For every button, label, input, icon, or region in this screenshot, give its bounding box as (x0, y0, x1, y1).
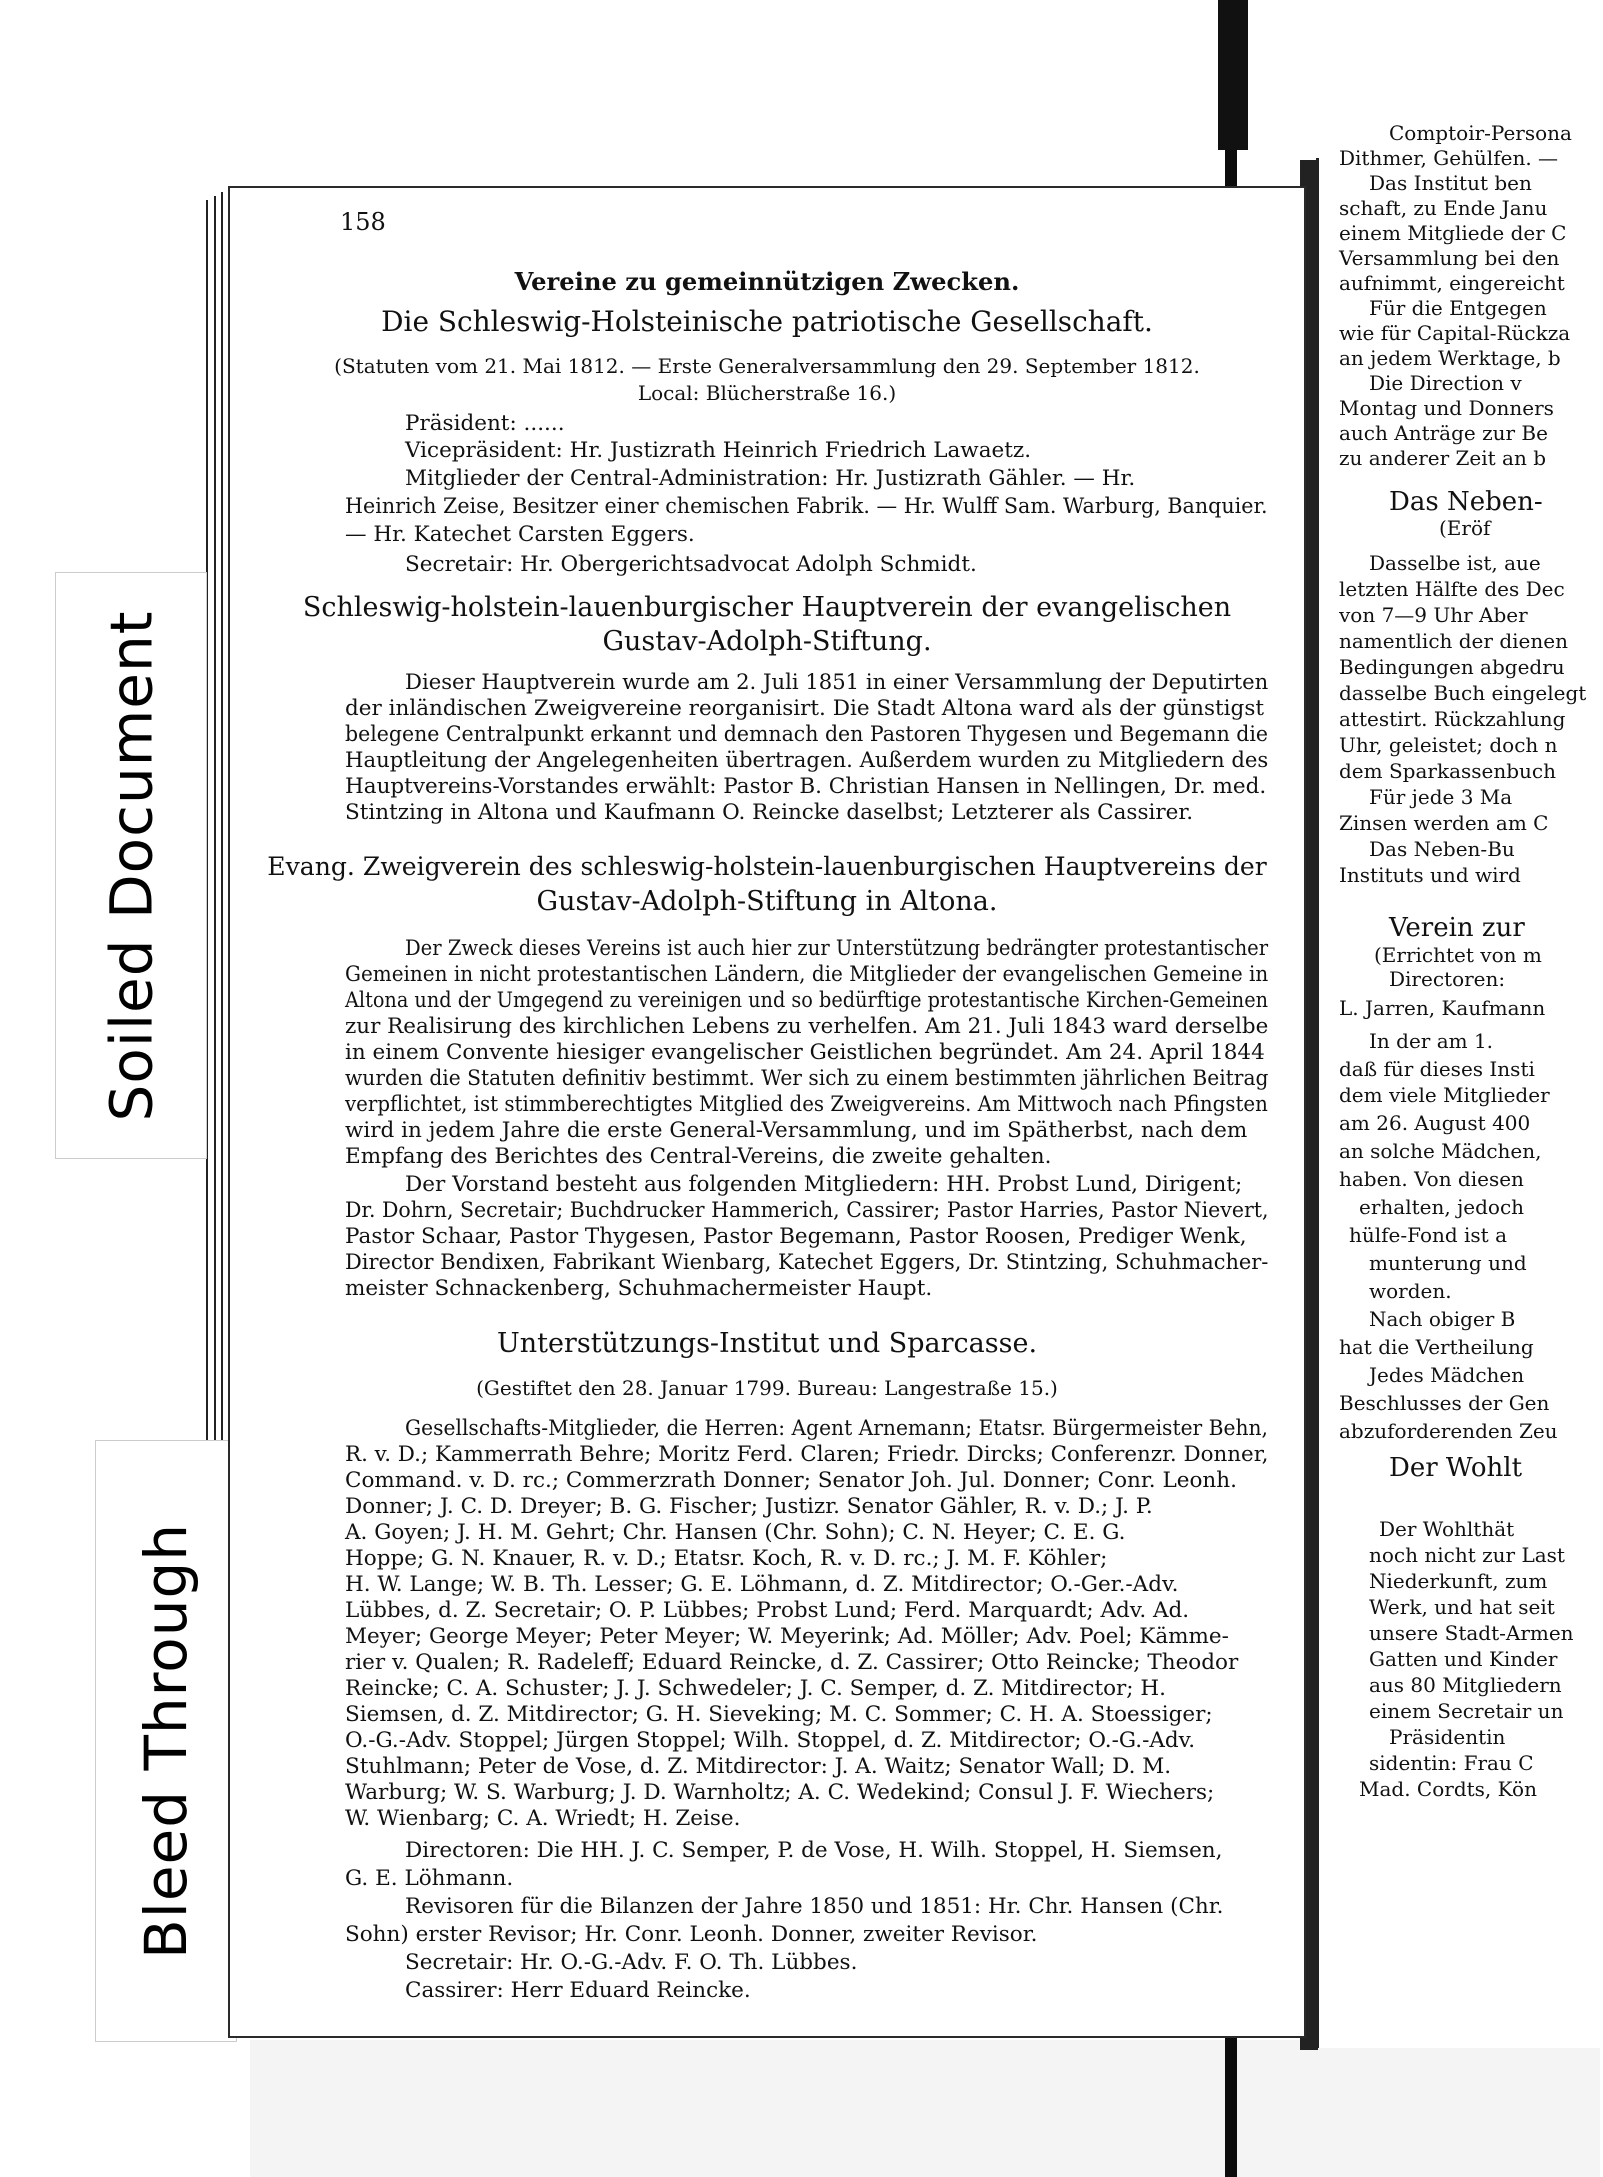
text-line-fragment: worden. (1369, 1279, 1452, 1303)
text-line: Gemeinen in nicht protestantischen Ländern, die Mitglieder der evangelischen Gemeine in (345, 962, 1269, 987)
left-page (228, 186, 1306, 2038)
text-line-fragment: Beschlusses der Gen (1339, 1391, 1550, 1415)
text-line: Directoren: Die HH. J. C. Semper, P. de Vose, H. Wilh. Stoppel, H. Siemsen, (405, 1838, 1223, 1863)
text-line: meister Schnackenberg, Schuhmachermeister Haupt. (345, 1276, 933, 1301)
text-line-fragment: Das Neben- (1389, 487, 1543, 517)
text-line: H. W. Lange; W. B. Th. Lesser; G. E. Löhmann, d. Z. Mitdirector; O.-Ger.-Adv. (345, 1572, 1179, 1597)
text-line-fragment: an solche Mädchen, (1339, 1139, 1542, 1163)
right-page-text (1319, 121, 1603, 2048)
text-line: Hauptvereins-Vorstandes erwählt: Pastor B. Christian Hansen in Nellingen, Dr. med. (345, 774, 1267, 799)
binding-top (1218, 0, 1248, 150)
text-line: Hauptleitung der Angelegenheiten übertragen. Außerdem wurden zu Mitgliedern des (345, 748, 1269, 773)
text-line-fragment: attestirt. Rückzahlung (1339, 707, 1566, 731)
text-line-fragment: letzten Hälfte des Dec (1339, 577, 1565, 601)
text-line-fragment: Zinsen werden am C (1339, 811, 1549, 835)
text-line-fragment: Für jede 3 Ma (1369, 785, 1513, 809)
text-line: Revisoren für die Bilanzen der Jahre 1850 und 1851: Hr. Chr. Hansen (Chr. (405, 1894, 1224, 1919)
text-line: Dieser Hauptverein wurde am 2. Juli 1851 in einer Versammlung der Deputirten (405, 670, 1269, 695)
text-line: rier v. Qualen; R. Radeleff; Eduard Reincke, d. Z. Cassirer; Otto Reincke; Theodor (345, 1650, 1239, 1675)
section-heading: Unterstützungs-Institut und Sparcasse. (496, 1328, 1038, 1359)
text-line-fragment: zu anderer Zeit an b (1339, 446, 1547, 470)
text-line: Dr. Dohrn, Secretair; Buchdrucker Hammerich, Cassirer; Pastor Harries, Pastor Nievert, (345, 1198, 1269, 1223)
text-line: Der Vorstand besteht aus folgenden Mitgliedern: HH. Probst Lund, Dirigent; (405, 1172, 1243, 1197)
text-line: R. v. D.; Kammerrath Behre; Moritz Ferd. Claren; Friedr. Dircks; Conferenzr. Donner, (345, 1442, 1269, 1467)
text-line: Director Bendixen, Fabrikant Wienbarg, Katechet Eggers, Dr. Stintzing, Schuhmacher- (345, 1250, 1269, 1275)
text-line-fragment: Der Wohlthät (1379, 1517, 1515, 1541)
text-line-fragment: Instituts und wird (1339, 863, 1521, 887)
text-line-fragment: aus 80 Mitgliedern (1369, 1673, 1562, 1697)
text-line: Meyer; George Meyer; Peter Meyer; W. Meyerink; Ad. Möller; Adv. Poel; Kämme- (345, 1624, 1229, 1649)
text-line-fragment: erhalten, jedoch (1359, 1195, 1525, 1219)
text-line: Lübbes, d. Z. Secretair; O. P. Lübbes; Probst Lund; Ferd. Marquardt; Adv. Ad. (345, 1598, 1190, 1623)
text-line: W. Wienbarg; C. A. Wriedt; H. Zeise. (345, 1806, 741, 1831)
text-line: G. E. Löhmann. (345, 1866, 514, 1891)
text-line-fragment: daß für dieses Insti (1339, 1057, 1535, 1081)
text-line: Mitglieder der Central-Administration: Hr. Justizrath Gähler. — Hr. (405, 466, 1136, 491)
text-line: Cassirer: Herr Eduard Reincke. (405, 1978, 751, 2003)
text-line-fragment: wie für Capital-Rückza (1339, 321, 1571, 345)
text-line-fragment: Bedingungen abgedru (1339, 655, 1565, 679)
text-line: Präsident: ...... (405, 411, 565, 436)
text-line: verpflichtet, ist stimmberechtigtes Mitglied des Zweigvereins. Am Mittwoch nach Pfingsten (345, 1092, 1268, 1117)
text-line-fragment: haben. Von diesen (1339, 1167, 1524, 1191)
text-line-fragment: (Errichtet von m (1374, 943, 1542, 967)
text-line: Der Zweck dieses Vereins ist auch hier zur Unterstützung bedrängter protestantischer (405, 936, 1269, 961)
text-line-fragment: abzuforderenden Zeu (1339, 1419, 1558, 1443)
soiled-label-text: Soiled Document (97, 610, 166, 1121)
text-line: Sohn) erster Revisor; Hr. Conr. Leonh. Donner, zweiter Revisor. (345, 1922, 1038, 1947)
text-line: Pastor Schaar, Pastor Thygesen, Pastor Begemann, Pastor Roosen, Prediger Wenk, (345, 1224, 1247, 1249)
text-line-fragment: hülfe-Fond ist a (1349, 1223, 1507, 1247)
text-line-fragment: Dithmer, Gehülfen. — (1339, 146, 1559, 170)
text-line: der inländischen Zweigvereine reorganisirt. Die Stadt Altona ward als der günstigst (345, 696, 1264, 721)
text-line-fragment: sidentin: Frau C (1369, 1751, 1534, 1775)
text-line-fragment: am 26. August 400 (1339, 1111, 1531, 1135)
text-line: Command. v. D. rc.; Commerzrath Donner; Senator Joh. Jul. Donner; Conr. Leonh. (345, 1468, 1237, 1493)
text-line-fragment: Versammlung bei den (1339, 246, 1560, 270)
text-line-fragment: Uhr, geleistet; doch n (1339, 733, 1558, 757)
text-line-fragment: hat die Vertheilung (1339, 1335, 1534, 1359)
text-line-fragment: L. Jarren, Kaufmann (1339, 996, 1546, 1020)
text-line: in einem Convente hiesiger evangelischer Geistlichen begründet. Am 24. April 1844 (345, 1040, 1265, 1065)
text-line-fragment: einem Mitgliede der C (1339, 221, 1567, 245)
text-line: Altona und der Umgegend zu vereinigen und so bedürftige protestantische Kirchen-Gemeinen (345, 988, 1269, 1013)
scan-shadow (250, 2040, 1600, 2177)
section-heading: Gustav-Adolph-Stiftung in Altona. (536, 886, 998, 917)
right-page (1316, 121, 1603, 2048)
text-line: Hoppe; G. N. Knauer, R. v. D.; Etatsr. Koch, R. v. D. rc.; J. M. F. Köhler; (345, 1546, 1108, 1571)
text-line: wurden die Statuten definitiv bestimmt. Wer sich zu einem bestimmten jährlichen Beitrag (345, 1066, 1269, 1091)
text-line-fragment: dem Sparkassenbuch (1339, 759, 1557, 783)
text-line: Gesellschafts-Mitglieder, die Herren: Agent Arnemann; Etatsr. Bürgermeister Behn, (405, 1416, 1268, 1441)
text-line: (Statuten vom 21. Mai 1812. — Erste Generalversammlung den 29. September 1812. (334, 354, 1200, 378)
text-line: Stintzing in Altona und Kaufmann O. Reincke daselbst; Letzterer als Cassirer. (345, 800, 1194, 825)
text-line-fragment: Gatten und Kinder (1369, 1647, 1558, 1671)
text-line: Stuhlmann; Peter de Vose, d. Z. Mitdirector: J. A. Waitz; Senator Wall; D. M. (345, 1754, 1172, 1779)
text-line-fragment: Montag und Donners (1339, 396, 1554, 420)
section-heading: Evang. Zweigverein des schleswig-holstein-lauenburgischen Hauptvereins der (267, 852, 1267, 881)
text-line-fragment: Mad. Cordts, Kön (1359, 1777, 1537, 1801)
text-line-fragment: Niederkunft, zum (1369, 1569, 1548, 1593)
section-heading: Schleswig-holstein-lauenburgischer Hauptverein der evangelischen (302, 592, 1232, 623)
text-line-fragment: unsere Stadt-Armen (1369, 1621, 1574, 1645)
text-line-fragment: (Eröf (1439, 516, 1491, 540)
text-line-fragment: Das Institut ben (1369, 171, 1532, 195)
bleed-through-label (95, 1440, 237, 2042)
section-heading: Vereine zu gemeinnützigen Zwecken. (514, 267, 1020, 296)
text-line-fragment: Nach obiger B (1369, 1307, 1516, 1331)
text-line-fragment: dem viele Mitglieder (1339, 1083, 1550, 1107)
text-line-fragment: von 7—9 Uhr Aber (1339, 603, 1528, 627)
text-line: — Hr. Katechet Carsten Eggers. (345, 522, 695, 547)
text-line-fragment: Directoren: (1389, 967, 1506, 991)
text-line-fragment: In der am 1. (1369, 1029, 1494, 1053)
text-line: Reincke; C. A. Schuster; J. J. Schwedeler; J. C. Semper, d. Z. Mitdirector; H. (345, 1676, 1166, 1701)
text-line: Empfang des Berichtes des Central-Vereins, die zweite gehalten. (345, 1144, 1052, 1169)
text-line: Secretair: Hr. O.-G.-Adv. F. O. Th. Lübbes. (405, 1950, 858, 1975)
text-line-fragment: Verein zur (1389, 913, 1525, 943)
text-line-fragment: Die Direction v (1369, 371, 1522, 395)
text-line-fragment: Werk, und hat seit (1369, 1595, 1555, 1619)
text-line-fragment: einem Secretair un (1369, 1699, 1564, 1723)
text-line: Siemsen, d. Z. Mitdirector; G. H. Sieveking; M. C. Sommer; C. H. A. Stoessiger; (345, 1702, 1213, 1727)
text-line-fragment: Das Neben-Bu (1369, 837, 1515, 861)
page-number: 158 (340, 208, 386, 236)
text-line-fragment: Der Wohlt (1389, 1453, 1523, 1483)
text-line-fragment: Für die Entgegen (1369, 296, 1547, 320)
soiled-document-label (55, 572, 207, 1159)
section-heading: Die Schleswig-Holsteinische patriotische Gesellschaft. (381, 305, 1153, 338)
text-line: Secretair: Hr. Obergerichtsadvocat Adolph Schmidt. (405, 552, 977, 577)
text-line-fragment: aufnimmt, eingereicht (1339, 271, 1565, 295)
text-line-fragment: munterung und (1369, 1251, 1527, 1275)
text-line: Warburg; W. S. Warburg; J. D. Warnholtz; A. C. Wedekind; Consul J. F. Wiechers; (345, 1780, 1215, 1805)
text-line: wird in jedem Jahre die erste General-Versammlung, und im Spätherbst, nach dem (345, 1118, 1248, 1143)
bleed-label-text: Bleed Through (132, 1522, 201, 1960)
text-line: O.-G.-Adv. Stoppel; Jürgen Stoppel; Wilh. Stoppel, d. Z. Mitdirector; O.-G.-Adv. (345, 1728, 1196, 1753)
text-line-fragment: noch nicht zur Last (1369, 1543, 1565, 1567)
text-line-fragment: an jedem Werktage, b (1339, 346, 1561, 370)
text-line-fragment: Präsidentin (1389, 1725, 1506, 1749)
text-line: belegene Centralpunkt erkannt und demnach den Pastoren Thygesen und Begemann die (345, 722, 1269, 747)
text-line-fragment: Comptoir-Persona (1389, 121, 1572, 145)
text-line-fragment: auch Anträge zur Be (1339, 421, 1548, 445)
text-line: Local: Blücherstraße 16.) (637, 381, 897, 405)
text-line-fragment: schaft, zu Ende Janu (1339, 196, 1548, 220)
text-line: (Gestiftet den 28. Januar 1799. Bureau: Langestraße 15.) (476, 1376, 1058, 1400)
text-line-fragment: dasselbe Buch eingelegt (1339, 681, 1587, 705)
left-page-text (230, 188, 1304, 2036)
text-line: A. Goyen; J. H. M. Gehrt; Chr. Hansen (Chr. Sohn); C. N. Heyer; C. E. G. (345, 1520, 1126, 1545)
text-line-fragment: namentlich der dienen (1339, 629, 1568, 653)
text-line-fragment: Jedes Mädchen (1369, 1363, 1525, 1387)
text-line: Heinrich Zeise, Besitzer einer chemischen Fabrik. — Hr. Wulff Sam. Warburg, Banquier. (345, 494, 1268, 519)
text-line: zur Realisirung des kirchlichen Lebens zu verhelfen. Am 21. Juli 1843 ward derselbe (345, 1014, 1269, 1039)
text-line-fragment: Dasselbe ist, aue (1369, 551, 1541, 575)
text-line: Donner; J. C. D. Dreyer; B. G. Fischer; Justizr. Senator Gähler, R. v. D.; J. P. (345, 1494, 1153, 1519)
section-heading: Gustav-Adolph-Stiftung. (602, 626, 932, 657)
text-line: Vicepräsident: Hr. Justizrath Heinrich Friedrich Lawaetz. (405, 438, 1032, 463)
